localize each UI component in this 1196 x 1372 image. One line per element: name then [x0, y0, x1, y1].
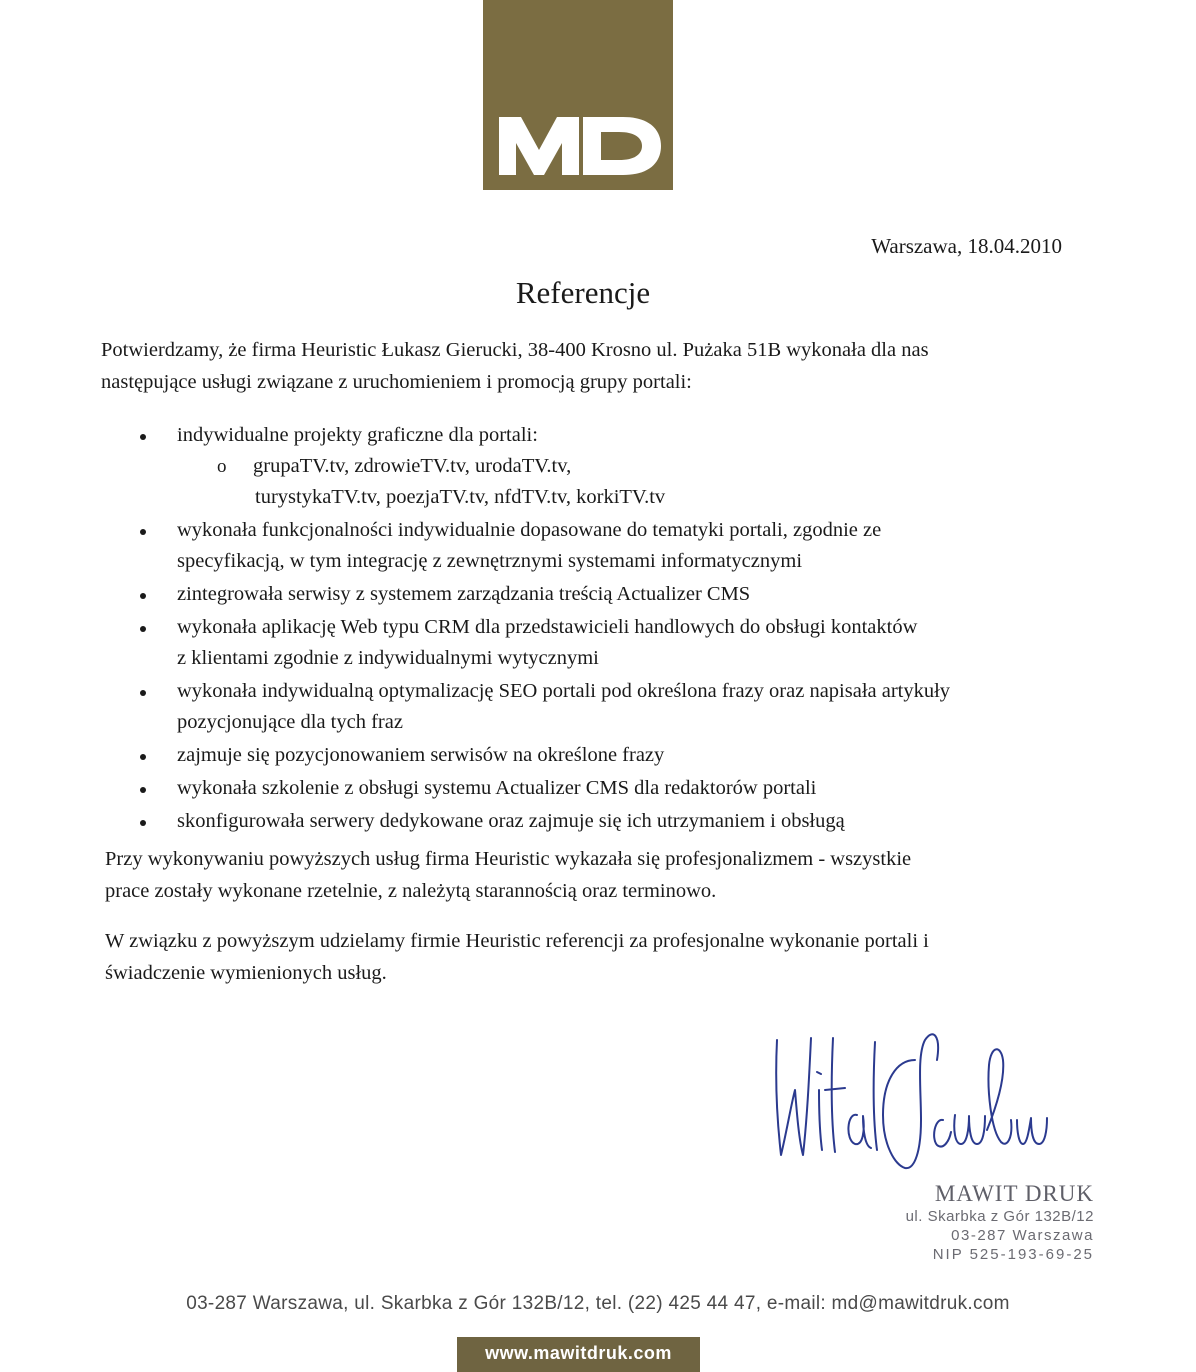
- text-line: zintegrowała serwisy z systemem zarządzania treścią Actualizer CMS: [177, 583, 751, 605]
- list-item: [140, 740, 1070, 771]
- list-item: [140, 612, 1070, 674]
- footer-contact: 03-287 Warszawa, ul. Skarbka z Gór 132B/12, tel. (22) 425 44 47, e-mail: md@mawitdruk.com: [186, 1293, 1010, 1314]
- text-line: skonfigurowała serwery dedykowane oraz zajmuje się ich utrzymaniem i obsługą: [177, 810, 845, 832]
- sub-list-item: [215, 451, 1070, 513]
- text-line: wykonała szkolenie z obsługi systemu Actualizer CMS dla redaktorów portali: [177, 777, 817, 799]
- list-item: [140, 773, 1070, 804]
- bullet-icon: [140, 690, 146, 696]
- text-line: Przy wykonywaniu powyższych usług firma Heuristic wykazała się profesjonalizmem - wszystkie: [105, 848, 912, 870]
- text-line: indywidualne projekty graficzne dla portali:: [177, 424, 538, 446]
- portal-sublist: [177, 451, 1070, 513]
- list-item: [140, 420, 1070, 513]
- handwritten-signature: [765, 1020, 1055, 1170]
- text-line: wykonała aplikację Web typu CRM dla przedstawicieli handlowych do obsługi kontaktów: [177, 616, 918, 638]
- md-logo-icon: [483, 0, 673, 190]
- services-list: [140, 420, 1070, 837]
- bullet-icon: [140, 787, 146, 793]
- text-line: turystykaTV.tv, poezjaTV.tv, nfdTV.tv, korkiTV.tv: [255, 486, 666, 508]
- stamp-address: ul. Skarbka z Gór 132B/12: [905, 1208, 1094, 1225]
- reference-paragraph: [105, 925, 1065, 989]
- company-logo: [483, 0, 673, 190]
- text-line: wykonała funkcjonalności indywidualnie dopasowane do tematyki portali, zgodnie ze: [177, 519, 882, 541]
- list-item: [140, 579, 1070, 610]
- text-line: wykonała indywidualną optymalizację SEO portali pod określona frazy oraz napisała artykuły: [177, 680, 951, 702]
- bullet-icon: [140, 754, 146, 760]
- intro-paragraph: [101, 334, 1061, 398]
- text-line: z klientami zgodnie z indywidualnymi wytycznymi: [177, 647, 599, 669]
- text-line: świadczenie wymienionych usług.: [105, 962, 387, 984]
- letter-date: Warszawa, 18.04.2010: [871, 234, 1062, 258]
- text-line: następujące usługi związane z uruchomieniem i promocją grupy portali:: [101, 371, 692, 393]
- footer-website-link[interactable]: www.mawitdruk.com: [457, 1337, 700, 1372]
- text-line: W związku z powyższym udzielamy firmie Heuristic referencji za profesjonalne wykonanie portali i: [105, 930, 929, 952]
- bullet-icon: [140, 434, 146, 440]
- text-line: Potwierdzamy, że firma Heuristic Łukasz Gierucki, 38-400 Krosno ul. Pużaka 51B wykonała dla nas: [101, 339, 929, 361]
- stamp-nip: NIP 525-193-69-25: [932, 1246, 1094, 1263]
- bullet-icon: [140, 820, 146, 826]
- list-item: [140, 676, 1070, 738]
- letter-title: Referencje: [515, 275, 651, 310]
- list-item: [140, 806, 1070, 837]
- text-line: specyfikacją, w tym integrację z zewnętrznymi systemami informatycznymi: [177, 550, 803, 572]
- bullet-icon: [140, 593, 146, 599]
- conclusion-paragraph: [105, 843, 1065, 907]
- company-stamp: [860, 1180, 1100, 1264]
- circle-bullet-icon: o: [217, 456, 227, 477]
- list-item: [140, 515, 1070, 577]
- text-line: pozycjonujące dla tych fraz: [177, 711, 403, 733]
- stamp-company-name: MAWIT DRUK: [934, 1181, 1094, 1206]
- stamp-city: 03-287 Warszawa: [951, 1227, 1094, 1244]
- text-line: zajmuje się pozycjonowaniem serwisów na określone frazy: [177, 744, 665, 766]
- bullet-icon: [140, 529, 146, 535]
- text-line: grupaTV.tv, zdrowieTV.tv, urodaTV.tv,: [253, 455, 572, 477]
- text-line: prace zostały wykonane rzetelnie, z należytą starannością oraz terminowo.: [105, 880, 717, 902]
- bullet-icon: [140, 626, 146, 632]
